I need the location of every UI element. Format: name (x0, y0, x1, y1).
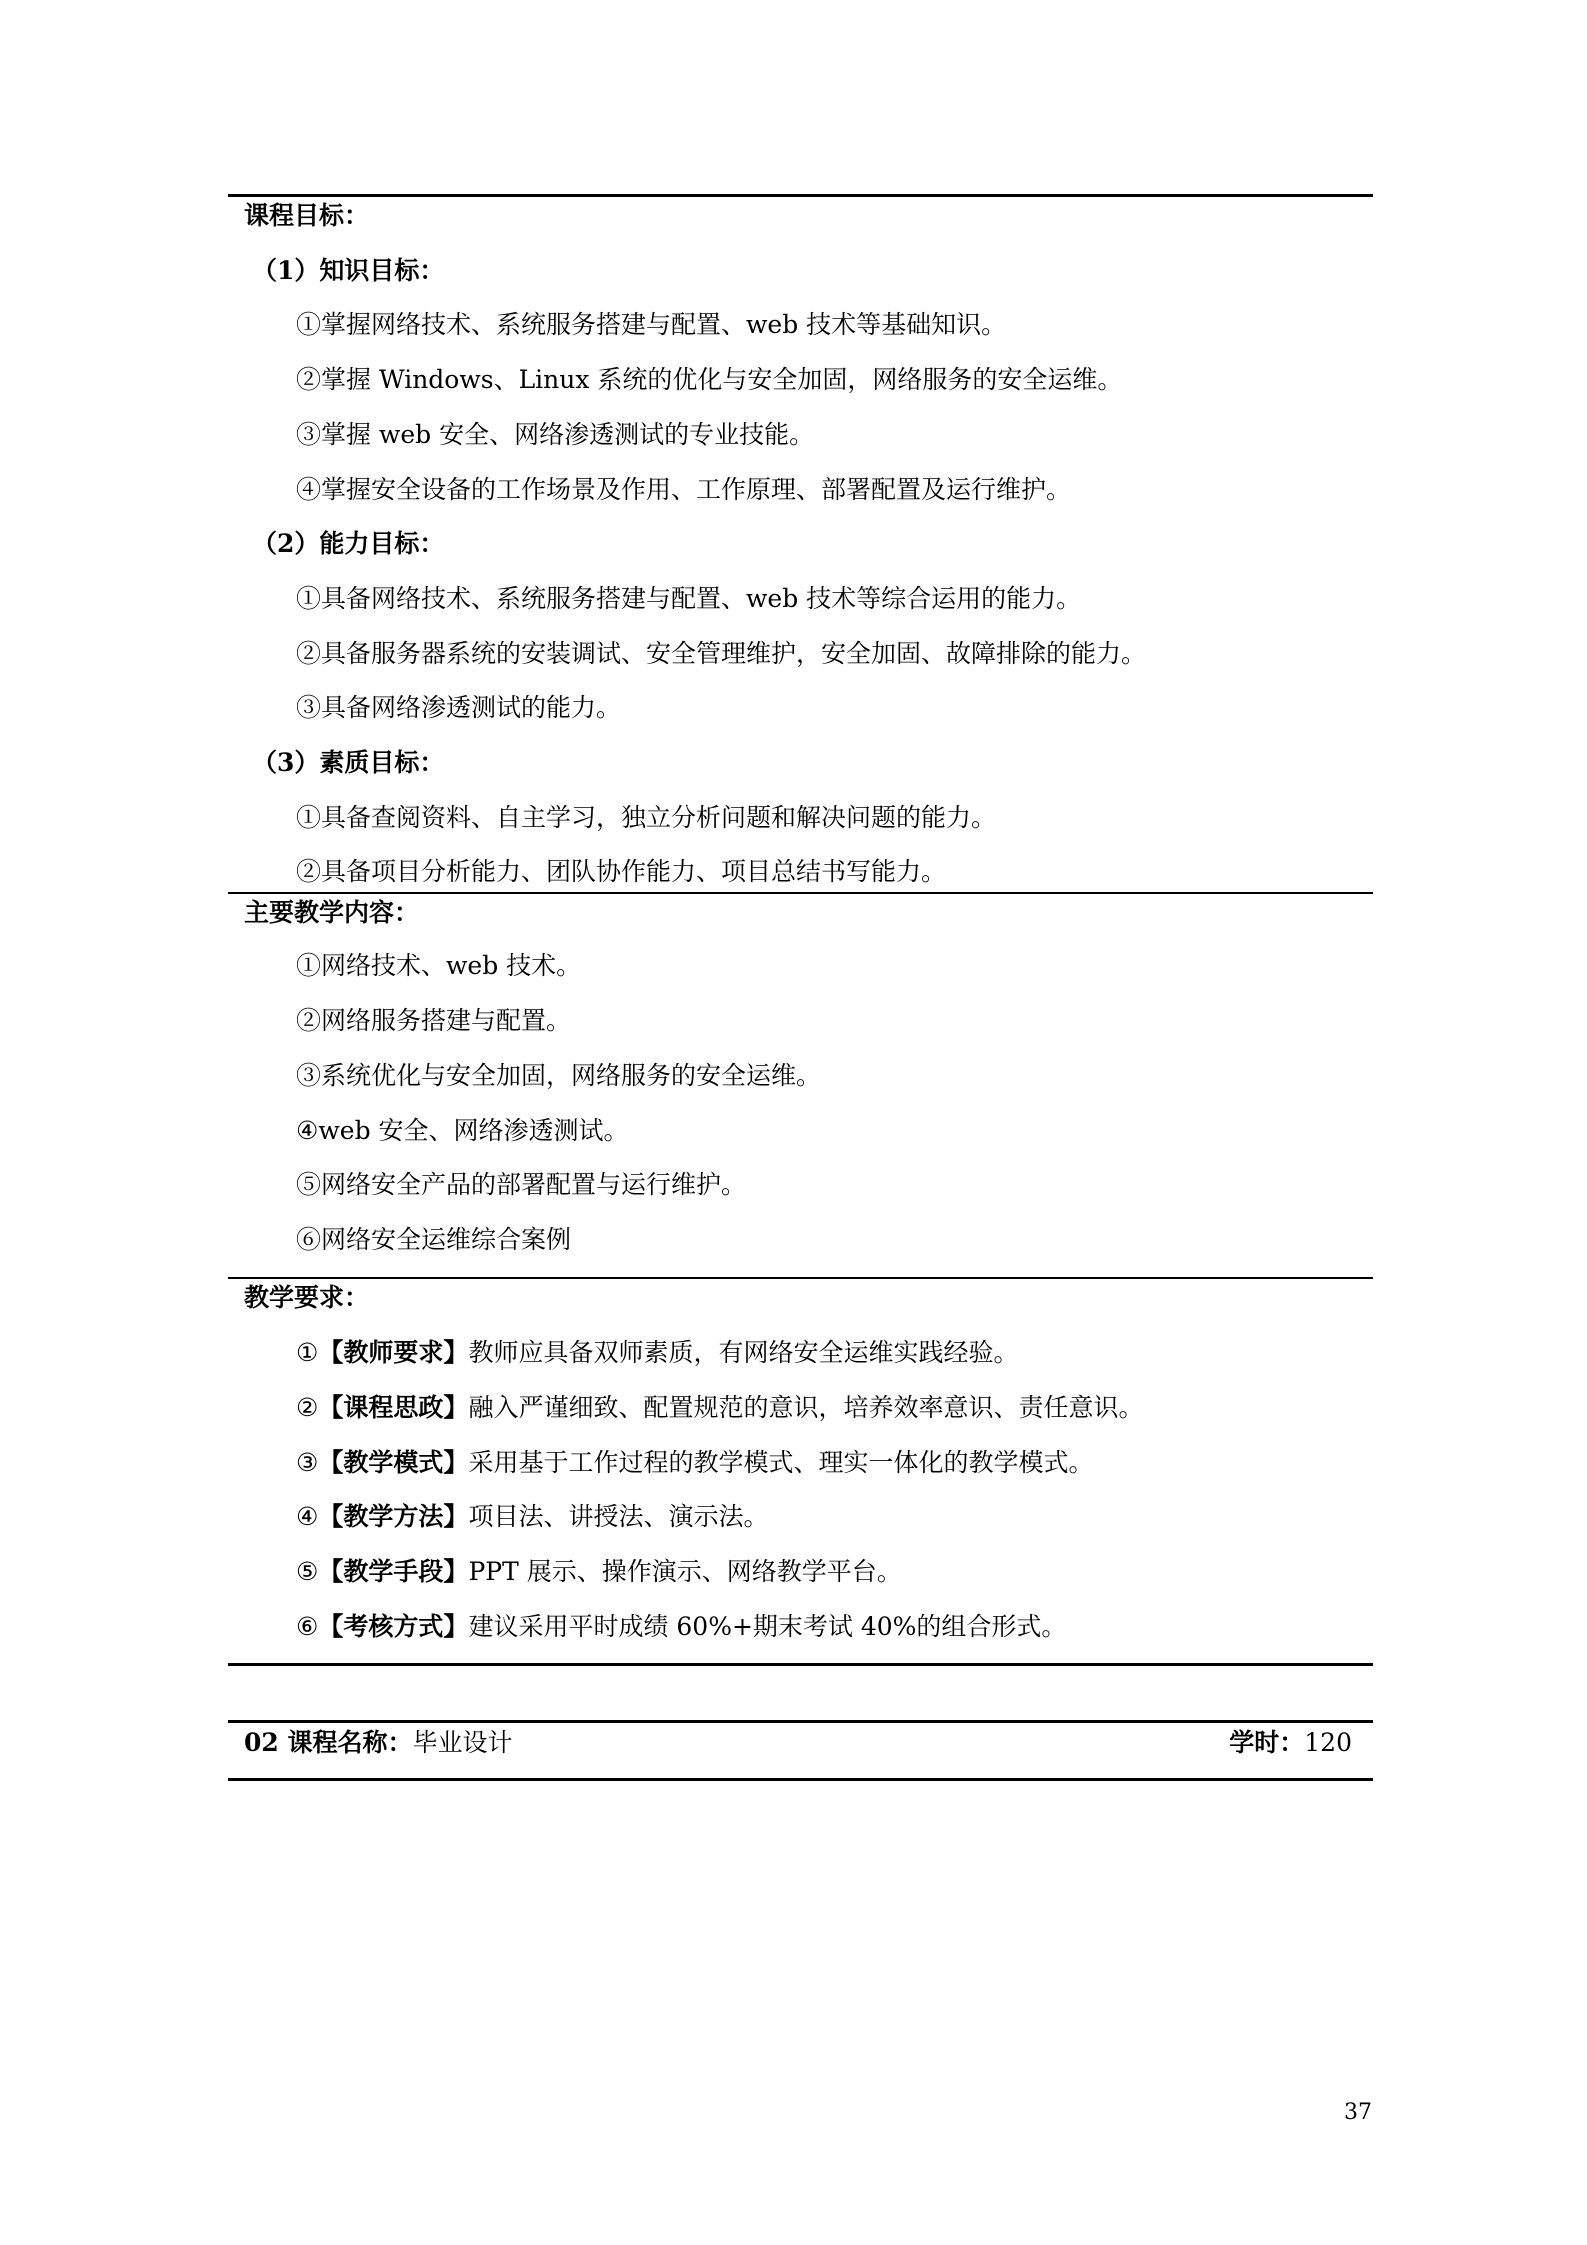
main-content-item: ⑤网络安全产品的部署配置与运行维护。 (296, 1170, 747, 1199)
course-goals-heading: 课程目标： (244, 201, 370, 230)
requirement-tag: 【教学模式】 (318, 1448, 469, 1477)
knowledge-goal-item: ③掌握 web 安全、网络渗透测试的专业技能。 (296, 420, 815, 449)
section-divider (228, 1277, 1373, 1279)
quality-goal-item: ②具备项目分析能力、团队协作能力、项目总结书写能力。 (296, 857, 947, 886)
course-name-label: 02 课程名称： (244, 1728, 413, 1757)
main-content-item: ①网络技术、web 技术。 (296, 951, 582, 980)
requirement-item (296, 1336, 1018, 1370)
section-divider (228, 892, 1373, 894)
next-course-border-top (228, 1720, 1373, 1723)
requirement-text: 建议采用平时成绩 60%+期末考试 40%的组合形式。 (468, 1612, 1067, 1641)
next-course-hours (1229, 1726, 1352, 1760)
requirement-text: 采用基于工作过程的教学模式、理实一体化的教学模式。 (468, 1448, 1094, 1477)
main-content-item: ⑥网络安全运维综合案例 (296, 1225, 572, 1254)
ability-goal-item: ①具备网络技术、系统服务搭建与配置、web 技术等综合运用的能力。 (296, 584, 1082, 613)
requirements-heading: 教学要求： (244, 1283, 370, 1312)
requirement-text: 教师应具备双师素质，有网络安全运维实践经验。 (468, 1338, 1019, 1367)
requirement-tag: 【教学方法】 (318, 1502, 469, 1531)
requirement-number: ① (296, 1338, 319, 1367)
main-content-heading: 主要教学内容： (244, 898, 420, 927)
requirement-item (296, 1610, 1066, 1644)
table-border-bottom (228, 1663, 1373, 1666)
ability-goals-label: （2）能力目标： (252, 529, 445, 558)
knowledge-goal-item: ②掌握 Windows、Linux 系统的优化与安全加固，网络服务的安全运维。 (296, 365, 1123, 394)
knowledge-goals-label: （1）知识目标： (252, 256, 445, 285)
main-content-item: ③系统优化与安全加固，网络服务的安全运维。 (296, 1061, 822, 1090)
requirement-number: ② (296, 1393, 319, 1422)
requirement-number: ⑤ (296, 1557, 319, 1586)
requirement-item (296, 1555, 902, 1589)
quality-goal-item: ①具备查阅资料、自主学习，独立分析问题和解决问题的能力。 (296, 803, 997, 832)
requirement-item (296, 1391, 1143, 1425)
requirement-item (296, 1446, 1093, 1480)
requirement-number: ⑥ (296, 1612, 319, 1641)
knowledge-goal-item: ④掌握安全设备的工作场景及作用、工作原理、部署配置及运行维护。 (296, 475, 1072, 504)
requirement-item (296, 1500, 768, 1534)
requirement-tag: 【教师要求】 (318, 1338, 469, 1367)
ability-goal-item: ③具备网络渗透测试的能力。 (296, 693, 622, 722)
table-border-top (228, 194, 1373, 197)
requirement-number: ④ (296, 1502, 319, 1531)
requirement-text: 融入严谨细致、配置规范的意识，培养效率意识、责任意识。 (468, 1393, 1144, 1422)
next-course-border-bottom (228, 1778, 1373, 1781)
requirement-number: ③ (296, 1448, 319, 1477)
requirement-tag: 【教学手段】 (318, 1557, 469, 1586)
knowledge-goal-item: ①掌握网络技术、系统服务搭建与配置、web 技术等基础知识。 (296, 310, 1007, 339)
course-name-value: 毕业设计 (412, 1728, 513, 1757)
page-number: 37 (1344, 2100, 1372, 2125)
main-content-item: ④web 安全、网络渗透测试。 (296, 1116, 629, 1145)
quality-goals-label: （3）素质目标： (252, 748, 445, 777)
ability-goal-item: ②具备服务器系统的安装调试、安全管理维护，安全加固、故障排除的能力。 (296, 639, 1147, 668)
course-hours-label: 学时： (1229, 1728, 1305, 1757)
course-hours-value: 120 (1304, 1728, 1352, 1757)
main-content-item: ②网络服务搭建与配置。 (296, 1006, 572, 1035)
requirement-text: PPT 展示、操作演示、网络教学平台。 (468, 1557, 902, 1586)
requirement-text: 项目法、讲授法、演示法。 (468, 1502, 769, 1531)
next-course-name (244, 1726, 513, 1760)
requirement-tag: 【考核方式】 (318, 1612, 469, 1641)
requirement-tag: 【课程思政】 (318, 1393, 469, 1422)
